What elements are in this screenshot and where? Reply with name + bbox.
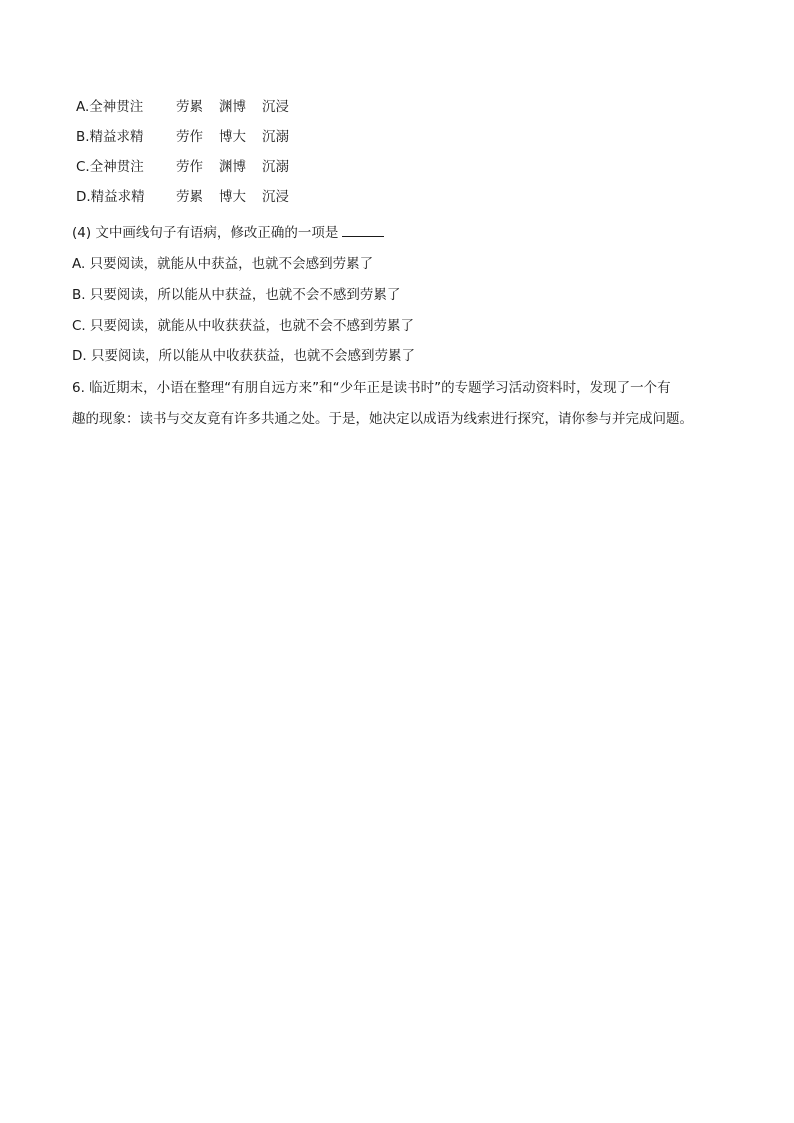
q4-option-d: D. 只要阅读，所以能从中收获获益，也就不会感到劳累了 <box>72 348 415 364</box>
option-label: B.精益求精 <box>76 129 144 145</box>
option-word: 劳累 <box>176 189 203 205</box>
option-label: A.全神贯注 <box>76 99 144 115</box>
option-word: 劳作 <box>176 159 203 175</box>
option-word: 渊博 <box>219 159 246 175</box>
q4-option-c: C. 只要阅读，就能从中收获获益，也就不会不感到劳累了 <box>72 318 415 334</box>
q3-option-c <box>72 157 305 177</box>
q6-line-2: 趣的现象：读书与交友竟有许多共通之处。于是，她决定以成语为线索进行探究，请你参与并完成问题。 <box>72 411 693 427</box>
option-word: 博大 <box>219 129 246 145</box>
option-label: C.全神贯注 <box>76 159 144 175</box>
option-word: 博大 <box>219 189 246 205</box>
q3-option-a <box>72 97 305 117</box>
option-word: 劳累 <box>176 99 203 115</box>
answer-blank <box>342 222 384 237</box>
option-word: 渊博 <box>219 99 246 115</box>
question-text: (4) 文中画线句子有语病，修改正确的一项是 <box>72 225 339 241</box>
option-word: 沉溺 <box>262 159 289 175</box>
option-label: D.精益求精 <box>76 189 145 205</box>
q3-option-d <box>72 187 305 207</box>
q4-stem <box>72 222 384 243</box>
option-word: 沉浸 <box>262 189 289 205</box>
option-word: 沉溺 <box>262 129 289 145</box>
option-word: 沉浸 <box>262 99 289 115</box>
q4-option-b: B. 只要阅读，所以能从中获益，也就不会不感到劳累了 <box>72 287 401 303</box>
option-word: 劳作 <box>176 129 203 145</box>
q6-line-1: 6. 临近期末，小语在整理“有朋自远方来”和“少年正是读书时”的专题学习活动资料时，发现了一个有 <box>72 380 671 396</box>
q3-option-b <box>72 127 305 147</box>
q4-option-a: A. 只要阅读，就能从中获益，也就不会感到劳累了 <box>72 256 374 272</box>
